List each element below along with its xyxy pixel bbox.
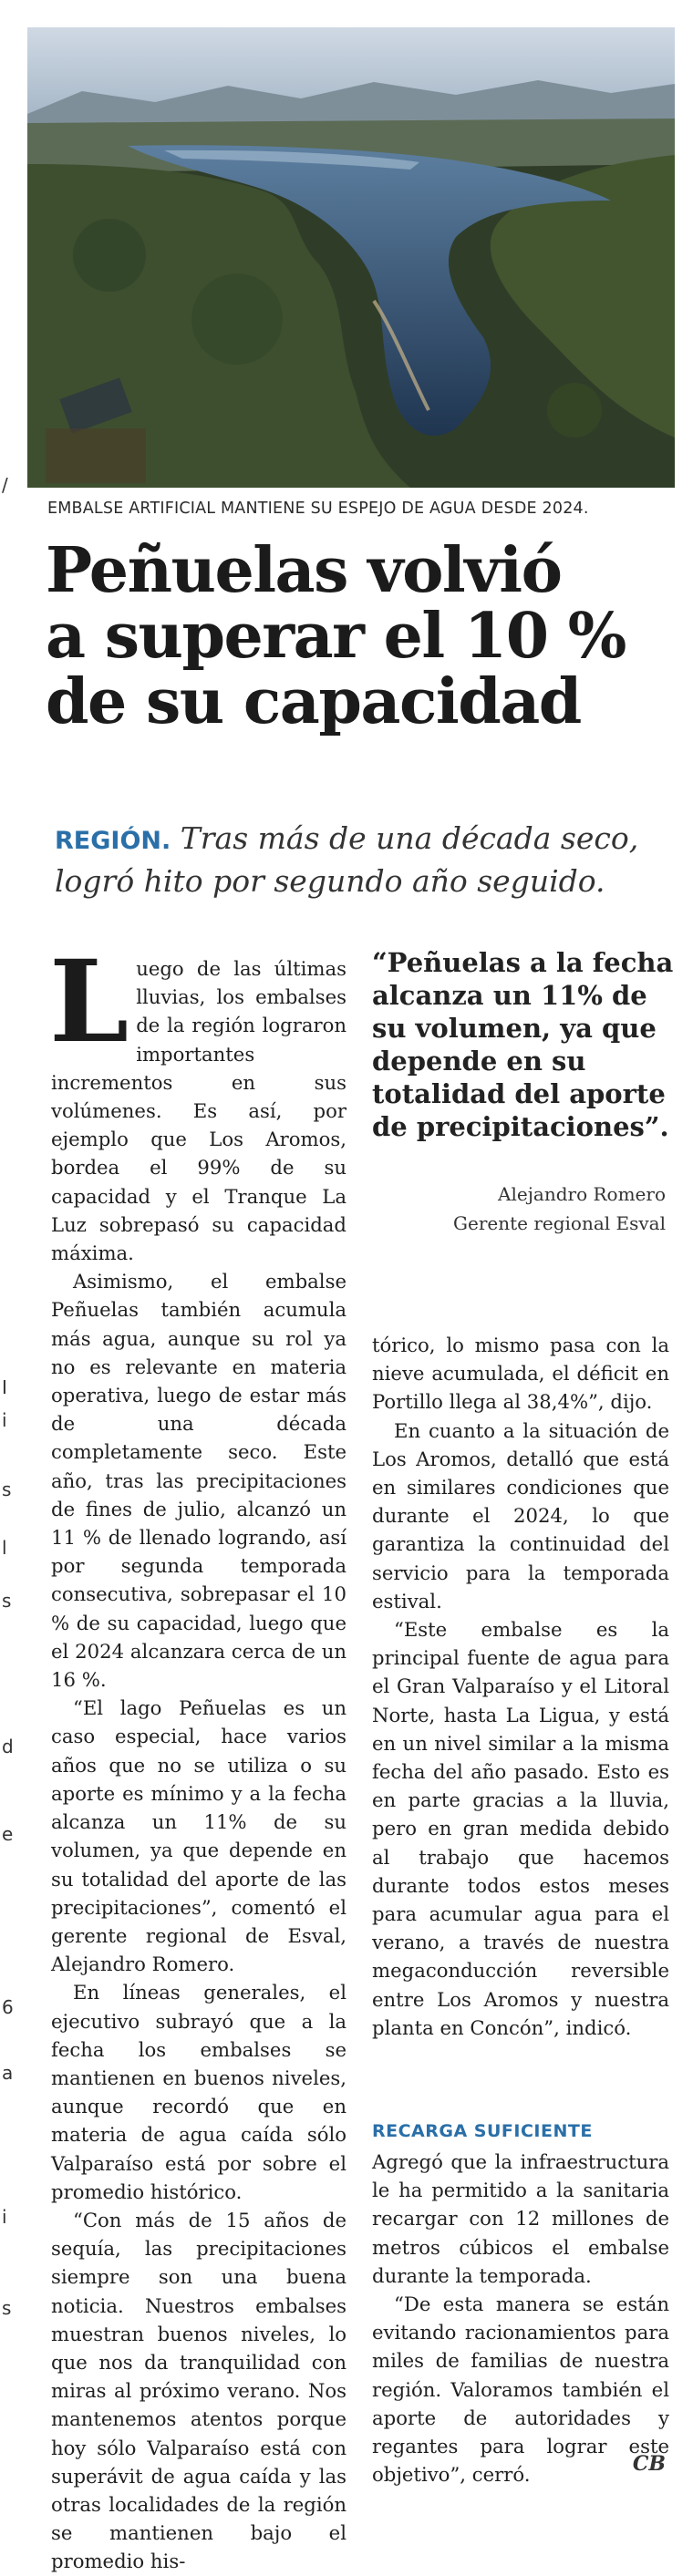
article-column-2	[372, 1331, 669, 2042]
strip-char: i	[2, 1409, 7, 1431]
strip-char: /	[2, 474, 8, 496]
headline-line-3: de su capacidad	[46, 665, 581, 738]
paragraph-4: En líneas generales, el ejecutivo subrayó que a la fecha los embalses se mantienen en buenos niveles, aunque recordó que en materia de agua caída sólo Valparaíso está por sobre el promedio histórico.	[51, 1981, 346, 2203]
paragraph-2: Asimismo, el embalse Peñuelas también acumula más agua, aunque su rol ya no es relevante en materia operativa, luego de estar más de una década completamente seco. Este año, tras las precipitaciones de fines de julio, alcanzó un 11 % de llenado logrando, así por segunda temporada consecutiva, sobrepasar el 10 % de su capacidad, luego que el 2024 alcanzara cerca de un 16 %.	[51, 1270, 346, 1692]
quote-author-name: Alejandro Romero	[498, 1183, 666, 1205]
aerial-reservoir-photo	[27, 27, 675, 488]
article-column-1	[49, 936, 346, 2576]
paragraph-10: “De esta manera se están evitando racionamientos para miles de familias de nuestra región. Valoramos también el aporte de autoridades y regantes para lograr este objetivo”, cerró.	[372, 2293, 669, 2487]
paragraph-6: tórico, lo mismo pasa con la nieve acumulada, el déficit en Portillo llega al 38,4%”, dijo.	[372, 1334, 669, 1414]
article-headline	[46, 534, 675, 738]
headline-line-2: a superar el 10 %	[46, 600, 626, 673]
strip-char: s	[2, 2297, 12, 2319]
headline-line-1: Peñuelas volvió	[46, 534, 562, 607]
dropcap: L	[49, 936, 129, 1068]
strip-char: I	[2, 1376, 7, 1398]
section-subhead: RECARGA SUFICIENTE	[372, 2121, 593, 2141]
strip-char: s	[2, 1590, 12, 1612]
lead-text-1: Tras más de una década seco,	[171, 820, 639, 856]
paragraph-3: “El lago Peñuelas es un caso especial, hace varios años que no se utiliza o su aporte es mínimo y a la fecha alcanza un 11% de su volumen, ya que depende en su totalidad del aporte de las precipitaciones”, comentó el gerente regional de Esval, Alejandro Romero.	[51, 1696, 346, 1976]
paragraph-1: uego de las últimas lluvias, los embalses de la región lograron importantes incrementos en sus volúmenes. Es así, por ejemplo que Los Aromos, bordea el 99% de su capacidad y el Tranque La Luz sobrepasó su capacidad máxima.	[51, 957, 346, 1265]
pull-quote: “Peñuelas a la fecha alcanza un 11% de su volumen, ya que depende en su totalidad del aporte de precipitaciones”.	[372, 947, 674, 1142]
strip-char: l	[2, 1537, 7, 1559]
quote-author-role: Gerente regional Esval	[453, 1212, 666, 1234]
section-tag: REGIÓN.	[55, 827, 171, 855]
strip-char: e	[2, 1823, 14, 1845]
adjacent-article-strip	[0, 0, 13, 2483]
photo-caption: EMBALSE ARTIFICIAL MANTIENE SU ESPEJO DE AGUA DESDE 2024.	[47, 500, 589, 518]
strip-char: i	[2, 2206, 7, 2228]
paragraph-9: Agregó que la infraestructura le ha permitido a la sanitaria recargar con 12 millones de metros cúbicos el embalse durante la temporada.	[372, 2150, 669, 2287]
strip-char: a	[2, 2062, 14, 2084]
paragraph-8: “Este embalse es la principal fuente de agua para el Gran Valparaíso y el Litoral Norte, hasta La Ligua, y está en un nivel similar a la misma fecha del año pasado. Esto es en parte gracias a la lluvia, pero en gran medida debido al trabajo que hacemos durante todos estos meses para acumular agua para el verano, a través de nuestra megaconducción reversible entre Los Aromos y nuestra planta en Concón”, indicó.	[372, 1618, 669, 2039]
article-lead	[55, 819, 675, 902]
strip-char: s	[2, 1479, 12, 1500]
article-column-2-end	[372, 2148, 669, 2488]
lead-text-2: logró hito por segundo año seguido.	[55, 863, 605, 899]
strip-char: d	[2, 1736, 14, 1757]
paragraph-7: En cuanto a la situación de Los Aromos, detalló que está en similares condiciones que durante el 2024, lo que garantiza la continuidad del servicio para la temporada estival.	[372, 1418, 669, 1613]
end-mark-icon: CB	[632, 2452, 666, 2476]
reservoir-illustration	[27, 27, 675, 488]
quote-attribution	[453, 1180, 666, 1238]
strip-char: 6	[2, 1996, 14, 2018]
paragraph-5: “Con más de 15 años de sequía, las precipitaciones siempre son una buena noticia. Nuestros embalses muestran buenos niveles, lo que nos da tranquilidad con miras al próximo verano. Nos mantenemos atentos porque hoy sólo Valparaíso está con superávit de agua caída y las otras localidades de la región se mantienen bajo el promedio his-	[51, 2208, 346, 2573]
